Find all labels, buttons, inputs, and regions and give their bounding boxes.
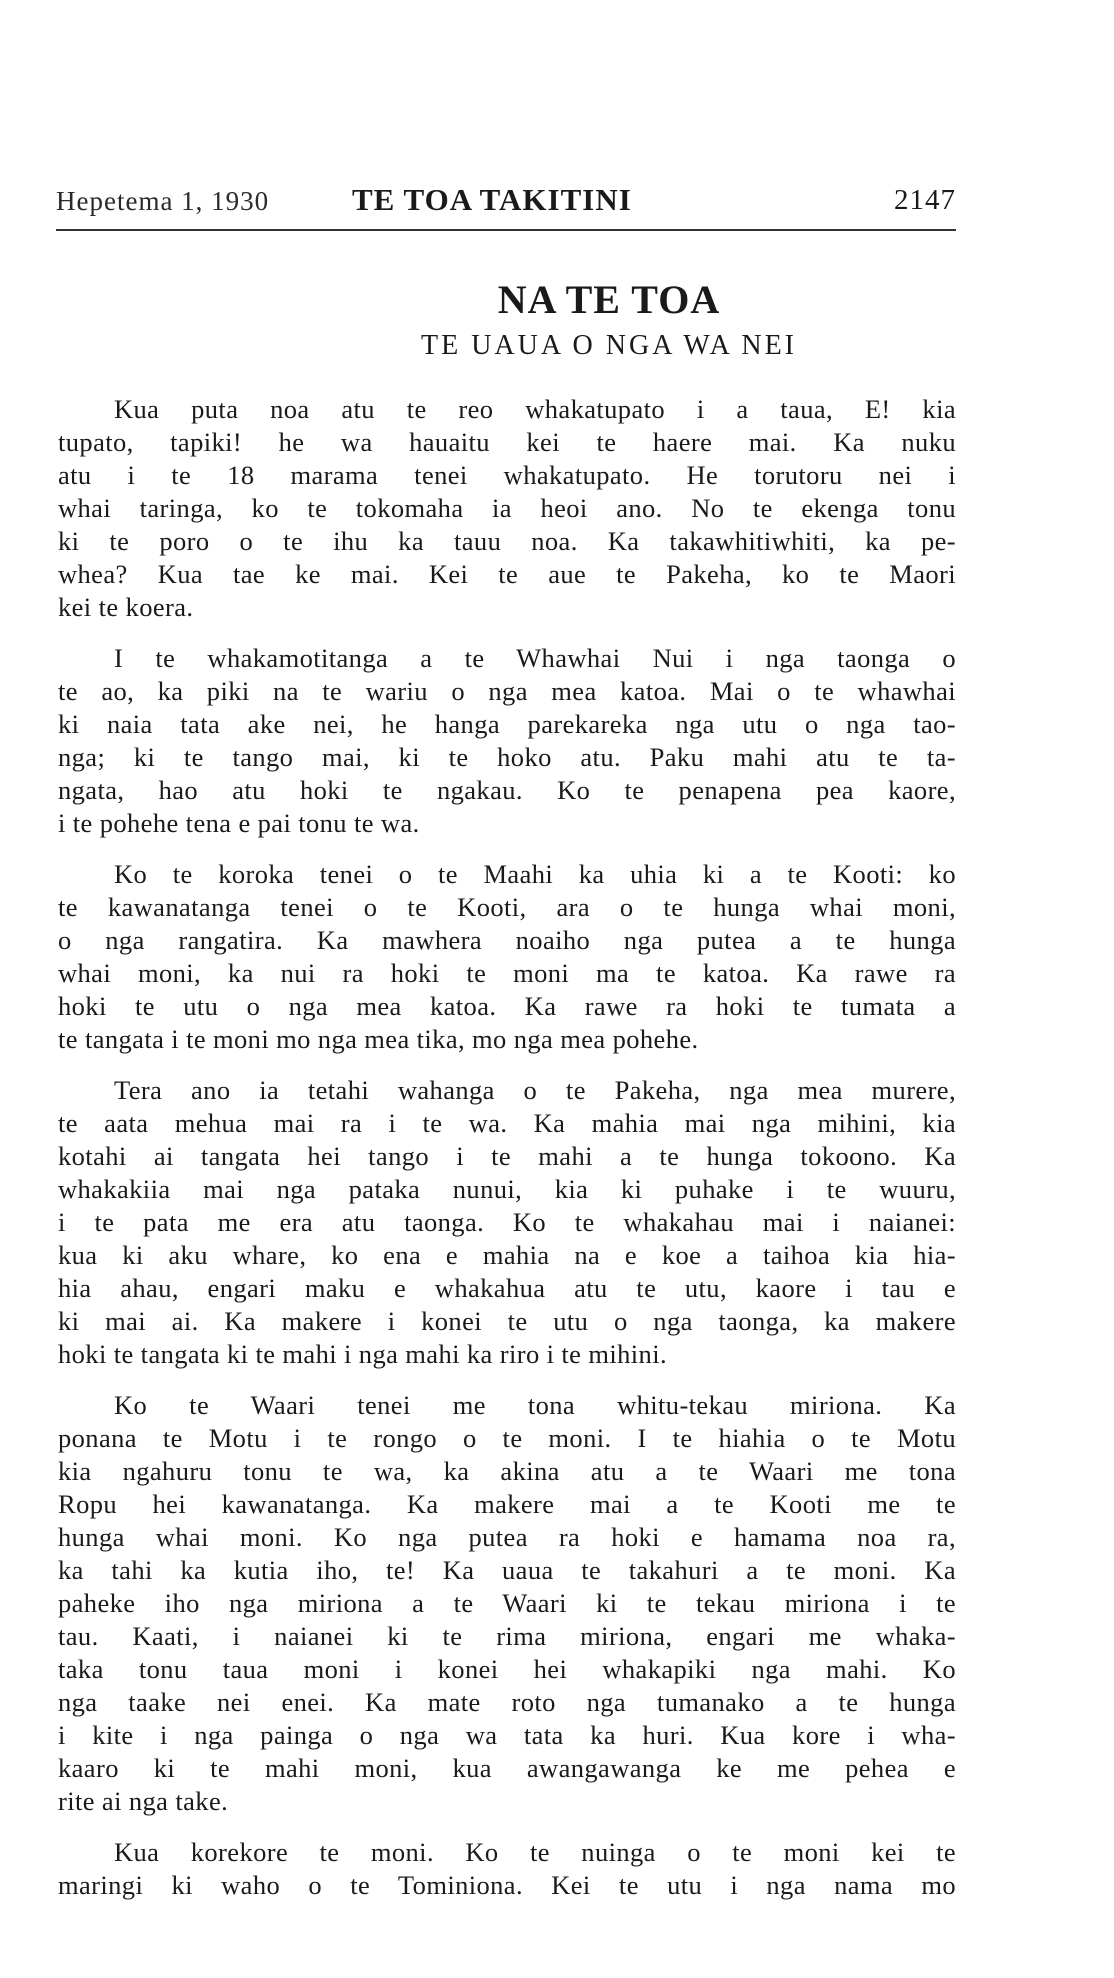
text-line: kei te koera. [58,592,194,622]
text-line: Ko te koroka tenei o te Maahi ka uhia ki a te Kooti: ko [114,859,956,889]
text-line: ka tahi ka kutia iho, te! Ka uaua te takahuri a te moni. Ka [58,1555,956,1585]
paragraph [58,1836,956,1902]
paragraph [58,858,956,1056]
text-line: te tangata i te moni mo nga mea tika, mo nga mea pohehe. [58,1024,699,1054]
article-subtitle: TE UAUA O NGA WA NEI [420,330,798,361]
text-line: atu i te 18 marama tenei whakatupato. He torutoru nei i [58,460,956,490]
text-line: Tera ano ia tetahi wahanga o te Pakeha, nga mea murere, [114,1075,956,1105]
text-line: kia ngahuru tonu te wa, ka akina atu a te Waari me tona [58,1456,956,1486]
text-line: kua ki aku whare, ko ena e mahia na e koe a taihoa kia hia- [58,1240,956,1270]
text-line: i te pohehe tena e pai tonu te wa. [58,808,420,838]
text-line: whai taringa, ko te tokomaha ia heoi ano. No te ekenga tonu [58,493,956,523]
text-line: hunga whai moni. Ko nga putea ra hoki e hamama noa ra, [58,1522,956,1552]
text-line: o nga rangatira. Ka mawhera noaiho nga putea a te hunga [58,925,956,955]
text-line: kaaro ki te mahi moni, kua awangawanga ke me pehea e [58,1753,956,1783]
publication-title: TE TOA TAKITINI [352,182,632,217]
text-line: whea? Kua tae ke mai. Kei te aue te Pakeha, ko te Maori [58,559,956,589]
text-line: ki naia tata ake nei, he hanga parekareka nga utu o nga tao- [58,709,956,739]
text-line: rite ai nga take. [58,1786,229,1816]
text-line: tau. Kaati, i naianei ki te rima miriona, engari me whaka- [58,1621,956,1651]
text-line: hoki te utu o nga mea katoa. Ka rawe ra hoki te tumata a [58,991,956,1021]
text-line: nga taake nei enei. Ka mate roto nga tumanako a te hunga [58,1687,956,1717]
text-line: whai moni, ka nui ra hoki te moni ma te katoa. Ka rawe ra [58,958,956,988]
text-line: kotahi ai tangata hei tango i te mahi a te hunga tokoono. Ka [58,1141,956,1171]
text-line: ngata, hao atu hoki te ngakau. Ko te penapena pea kaore, [58,775,956,805]
text-line: i te pata me era atu taonga. Ko te whakahau mai i naianei: [58,1207,956,1237]
text-line: whakakiia mai nga pataka nunui, kia ki puhake i te wuuru, [58,1174,956,1204]
text-line: i kite i nga painga o nga wa tata ka huri. Kua kore i wha- [58,1720,956,1750]
page-number: 2147 [894,184,956,216]
text-line: hoki te tangata ki te mahi i nga mahi ka riro i te mihini. [58,1339,667,1369]
running-header [56,182,956,226]
text-line: ki mai ai. Ka makere i konei te utu o nga taonga, ka makere [58,1306,956,1336]
text-line: paheke iho nga miriona a te Waari ki te tekau miriona i te [58,1588,956,1618]
text-line: te ao, ka piki na te wariu o nga mea katoa. Mai o te whawhai [58,676,956,706]
text-line: Ropu hei kawanatanga. Ka makere mai a te Kooti me te [58,1489,956,1519]
text-line: ki te poro o te ihu ka tauu noa. Ka takawhitiwhiti, ka pe- [58,526,956,556]
text-line: ponana te Motu i te rongo o te moni. I te hiahia o te Motu [58,1423,956,1453]
text-line: Kua korekore te moni. Ko te nuinga o te moni kei te [114,1837,956,1867]
text-line: te kawanatanga tenei o te Kooti, ara o te hunga whai moni, [58,892,956,922]
text-line: I te whakamotitanga a te Whawhai Nui i nga taonga o [114,643,956,673]
issue-date: Hepetema 1, 1930 [56,186,270,216]
text-line: nga; ki te tango mai, ki te hoko atu. Paku mahi atu te ta- [58,742,956,772]
text-line: hia ahau, engari maku e whakahua atu te utu, kaore i tau e [58,1273,956,1303]
text-line: te aata mehua mai ra i te wa. Ka mahia mai nga mihini, kia [58,1108,956,1138]
text-line: taka tonu taua moni i konei hei whakapiki nga mahi. Ko [58,1654,956,1684]
article-body [58,393,956,1920]
paragraph [58,393,956,624]
paragraph [58,1389,956,1818]
text-line: maringi ki waho o te Tominiona. Kei te utu i nga nama mo [58,1870,956,1900]
text-line: tupato, tapiki! he wa hauaitu kei te haere mai. Ka nuku [58,427,956,457]
paragraph [58,1074,956,1371]
article-title: NA TE TOA [497,277,721,322]
text-line: Ko te Waari tenei me tona whitu-tekau miriona. Ka [114,1390,956,1420]
header-rule [56,229,956,231]
paragraph [58,642,956,840]
text-line: Kua puta noa atu te reo whakatupato i a taua, E! kia [114,394,956,424]
